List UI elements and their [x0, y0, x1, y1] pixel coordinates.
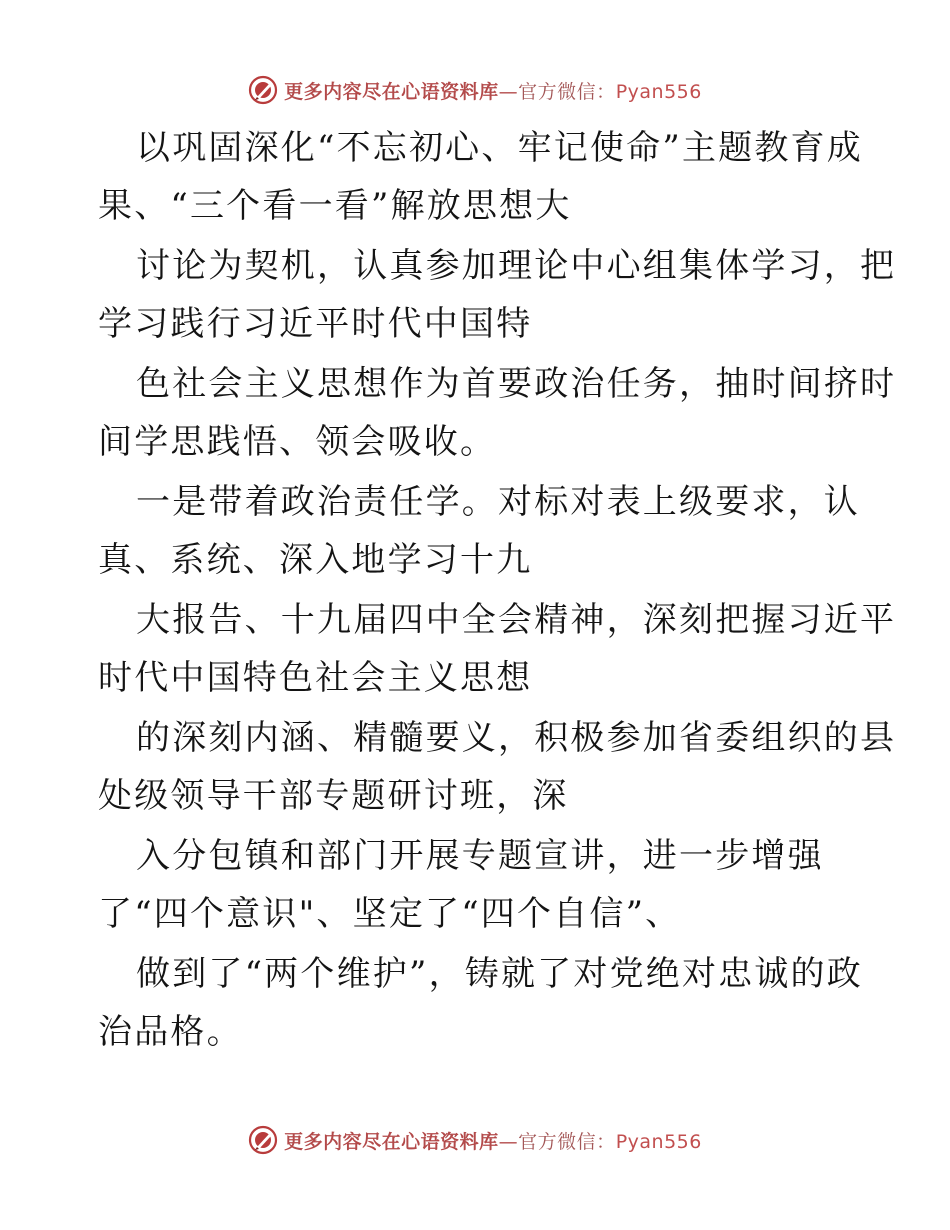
header-watermark — [0, 70, 950, 110]
watermark-site-text: 更多内容尽在心语资料库 — [284, 1130, 499, 1153]
watermark-official-label: 官方微信： — [518, 1130, 616, 1153]
paragraph-7-line-1: 入分包镇和部门开展专题宣讲，进一步增强 — [136, 836, 824, 876]
paragraph-8-line-1: 做到了“两个维护”，铸就了对党绝对忠诚的政 — [136, 954, 863, 994]
watermark-official-label: 官方微信： — [518, 80, 616, 103]
paragraph-5-line-2: 时代中国特色社会主义思想 — [98, 658, 533, 698]
paragraph-5-line-1: 大报告、十九届四中全会精神，深刻把握习近平 — [136, 600, 897, 640]
paragraph-7-line-2: 了“四个意识"、坚定了“四个自信”、 — [98, 894, 682, 934]
watermark-site-text: 更多内容尽在心语资料库 — [284, 80, 499, 103]
watermark-wechat-id: Pyan556 — [615, 1130, 702, 1153]
watermark-wechat-id: Pyan556 — [615, 80, 702, 103]
paragraph-8-line-2: 治品格。 — [98, 1012, 243, 1052]
paragraph-3-line-1: 色社会主义思想作为首要政治任务，抽时间挤时 — [136, 364, 897, 404]
watermark-dash: — — [498, 80, 519, 103]
footer-watermark — [0, 1120, 950, 1160]
paragraph-3-line-2: 间学思践悟、领会吸收。 — [98, 422, 497, 462]
watermark-dash: — — [498, 1130, 519, 1153]
paragraph-1-line-2: 果、“三个看一看”解放思想大 — [98, 186, 572, 226]
pen-logo-icon — [248, 1125, 278, 1155]
paragraph-2-line-2: 学习践行习近平时代中国特 — [98, 304, 533, 344]
pen-logo-icon — [248, 75, 278, 105]
watermark-text — [284, 77, 702, 104]
watermark-text — [284, 1127, 702, 1154]
paragraph-6-line-2: 处级领导干部专题研讨班，深 — [98, 776, 569, 816]
paragraph-4-line-2: 真、系统、深入地学习十九 — [98, 540, 533, 580]
paragraph-6-line-1: 的深刻内涵、精髓要义，积极参加省委组织的县 — [136, 718, 897, 758]
paragraph-1-line-1: 以巩固深化“不忘初心、牢记使命”主题教育成 — [136, 128, 863, 168]
paragraph-4-line-1: 一是带着政治责任学。对标对表上级要求，认 — [136, 482, 860, 522]
paragraph-2-line-1: 讨论为契机，认真参加理论中心组集体学习，把 — [136, 246, 897, 286]
